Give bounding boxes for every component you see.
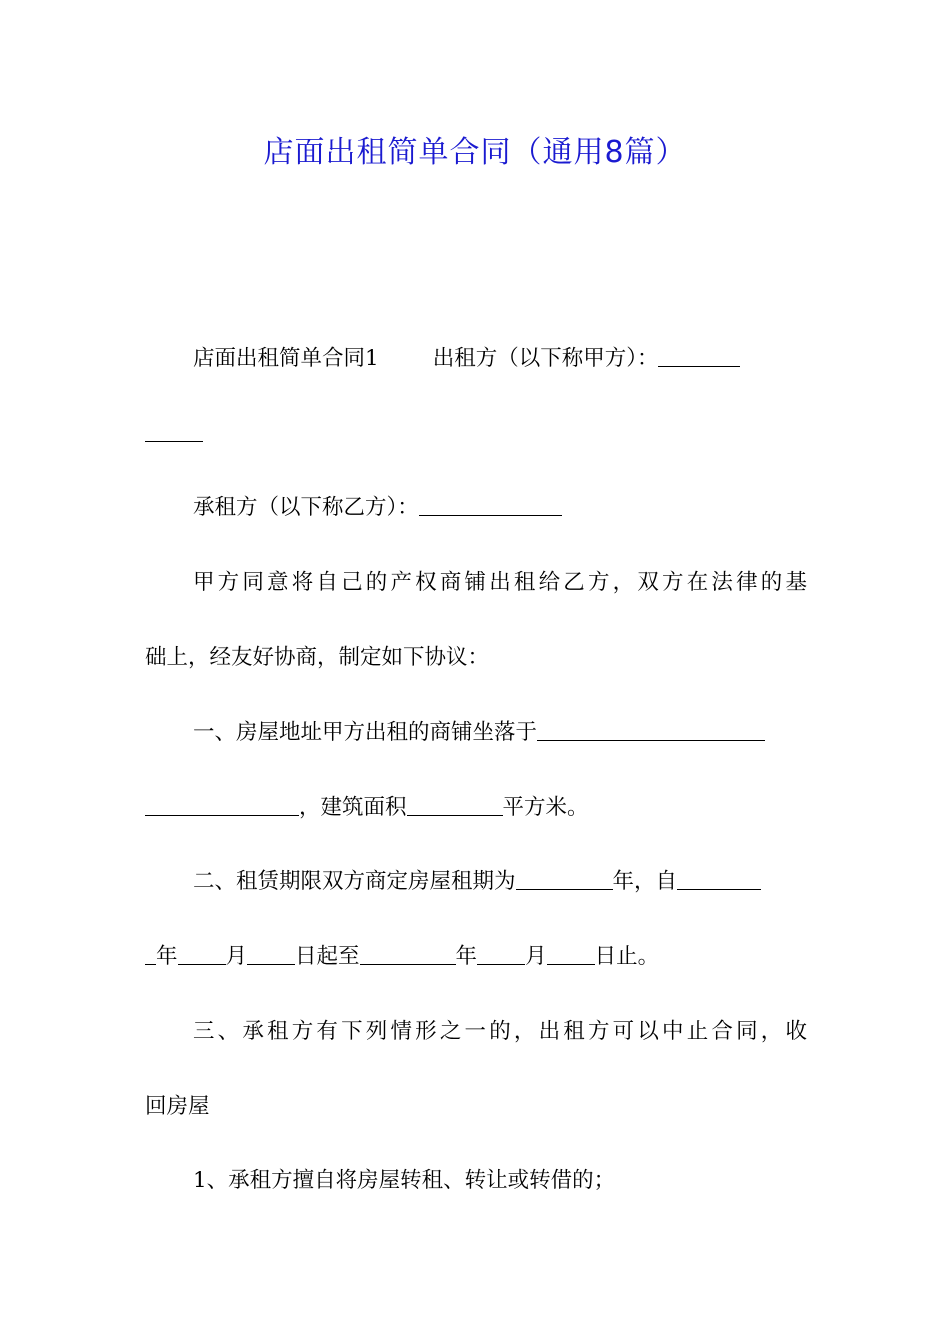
area-label: ，建筑面积 xyxy=(299,795,407,820)
clause-2-term-line2 xyxy=(145,941,807,973)
document-title: 店面出租简单合同（通用8篇） xyxy=(263,135,687,170)
end-month-blank xyxy=(477,942,525,965)
clause-2-term-line1 xyxy=(193,866,807,898)
address-blank-2 xyxy=(145,793,299,816)
party-a-label: 出租方（以下称甲方）： xyxy=(432,346,659,371)
contract-heading-line xyxy=(193,343,807,375)
party-b-label: 承租方（以下称乙方）： xyxy=(193,495,419,520)
term-from-label: 年，自 xyxy=(612,869,678,894)
clause-3-item-1: 1、承租方擅自将房屋转租、转让或转借的； xyxy=(193,1168,616,1193)
end-year-label: 年 xyxy=(455,944,478,969)
clause-1-address-line1 xyxy=(193,717,807,749)
day-until-label: 日起至 xyxy=(295,944,360,969)
end-year-blank xyxy=(360,942,456,965)
clause-1-text: 一、房屋地址甲方出租的商铺坐落于 xyxy=(193,720,538,745)
month-label: 月 xyxy=(225,944,248,969)
clause-1-address-line2 xyxy=(145,792,807,824)
area-unit: 平方米。 xyxy=(502,795,589,820)
year-label: 年 xyxy=(156,944,178,969)
clause-3-line1: 三、承租方有下列情形之一的，出租方可以中止合同，收 xyxy=(193,1019,807,1044)
end-month-label: 月 xyxy=(525,944,547,969)
party-a-blank xyxy=(658,344,740,367)
paragraph-intro-line1: 甲方同意将自己的产权商铺出租给乙方，双方在法律的基 xyxy=(193,570,807,595)
party-a-blank-2 xyxy=(145,419,203,442)
contract-subtitle: 店面出租简单合同1 xyxy=(193,346,379,371)
party-b-line xyxy=(193,492,807,524)
area-blank xyxy=(407,793,503,816)
end-day-label: 日止。 xyxy=(594,944,660,969)
clause-3-line2: 回房屋 xyxy=(145,1094,210,1119)
start-year-blank xyxy=(677,867,761,890)
clause-2-text: 二、租赁期限双方商定房屋租期为 xyxy=(193,869,516,894)
party-a-blank-continuation xyxy=(145,418,807,450)
term-years-blank xyxy=(516,867,613,890)
party-b-blank xyxy=(419,493,562,516)
address-blank xyxy=(537,718,765,741)
start-year-blank-2 xyxy=(145,942,156,965)
start-month-blank xyxy=(178,942,226,965)
start-day-blank xyxy=(247,942,295,965)
end-day-blank xyxy=(547,942,595,965)
paragraph-intro-line2: 础上，经友好协商，制定如下协议： xyxy=(145,645,490,670)
